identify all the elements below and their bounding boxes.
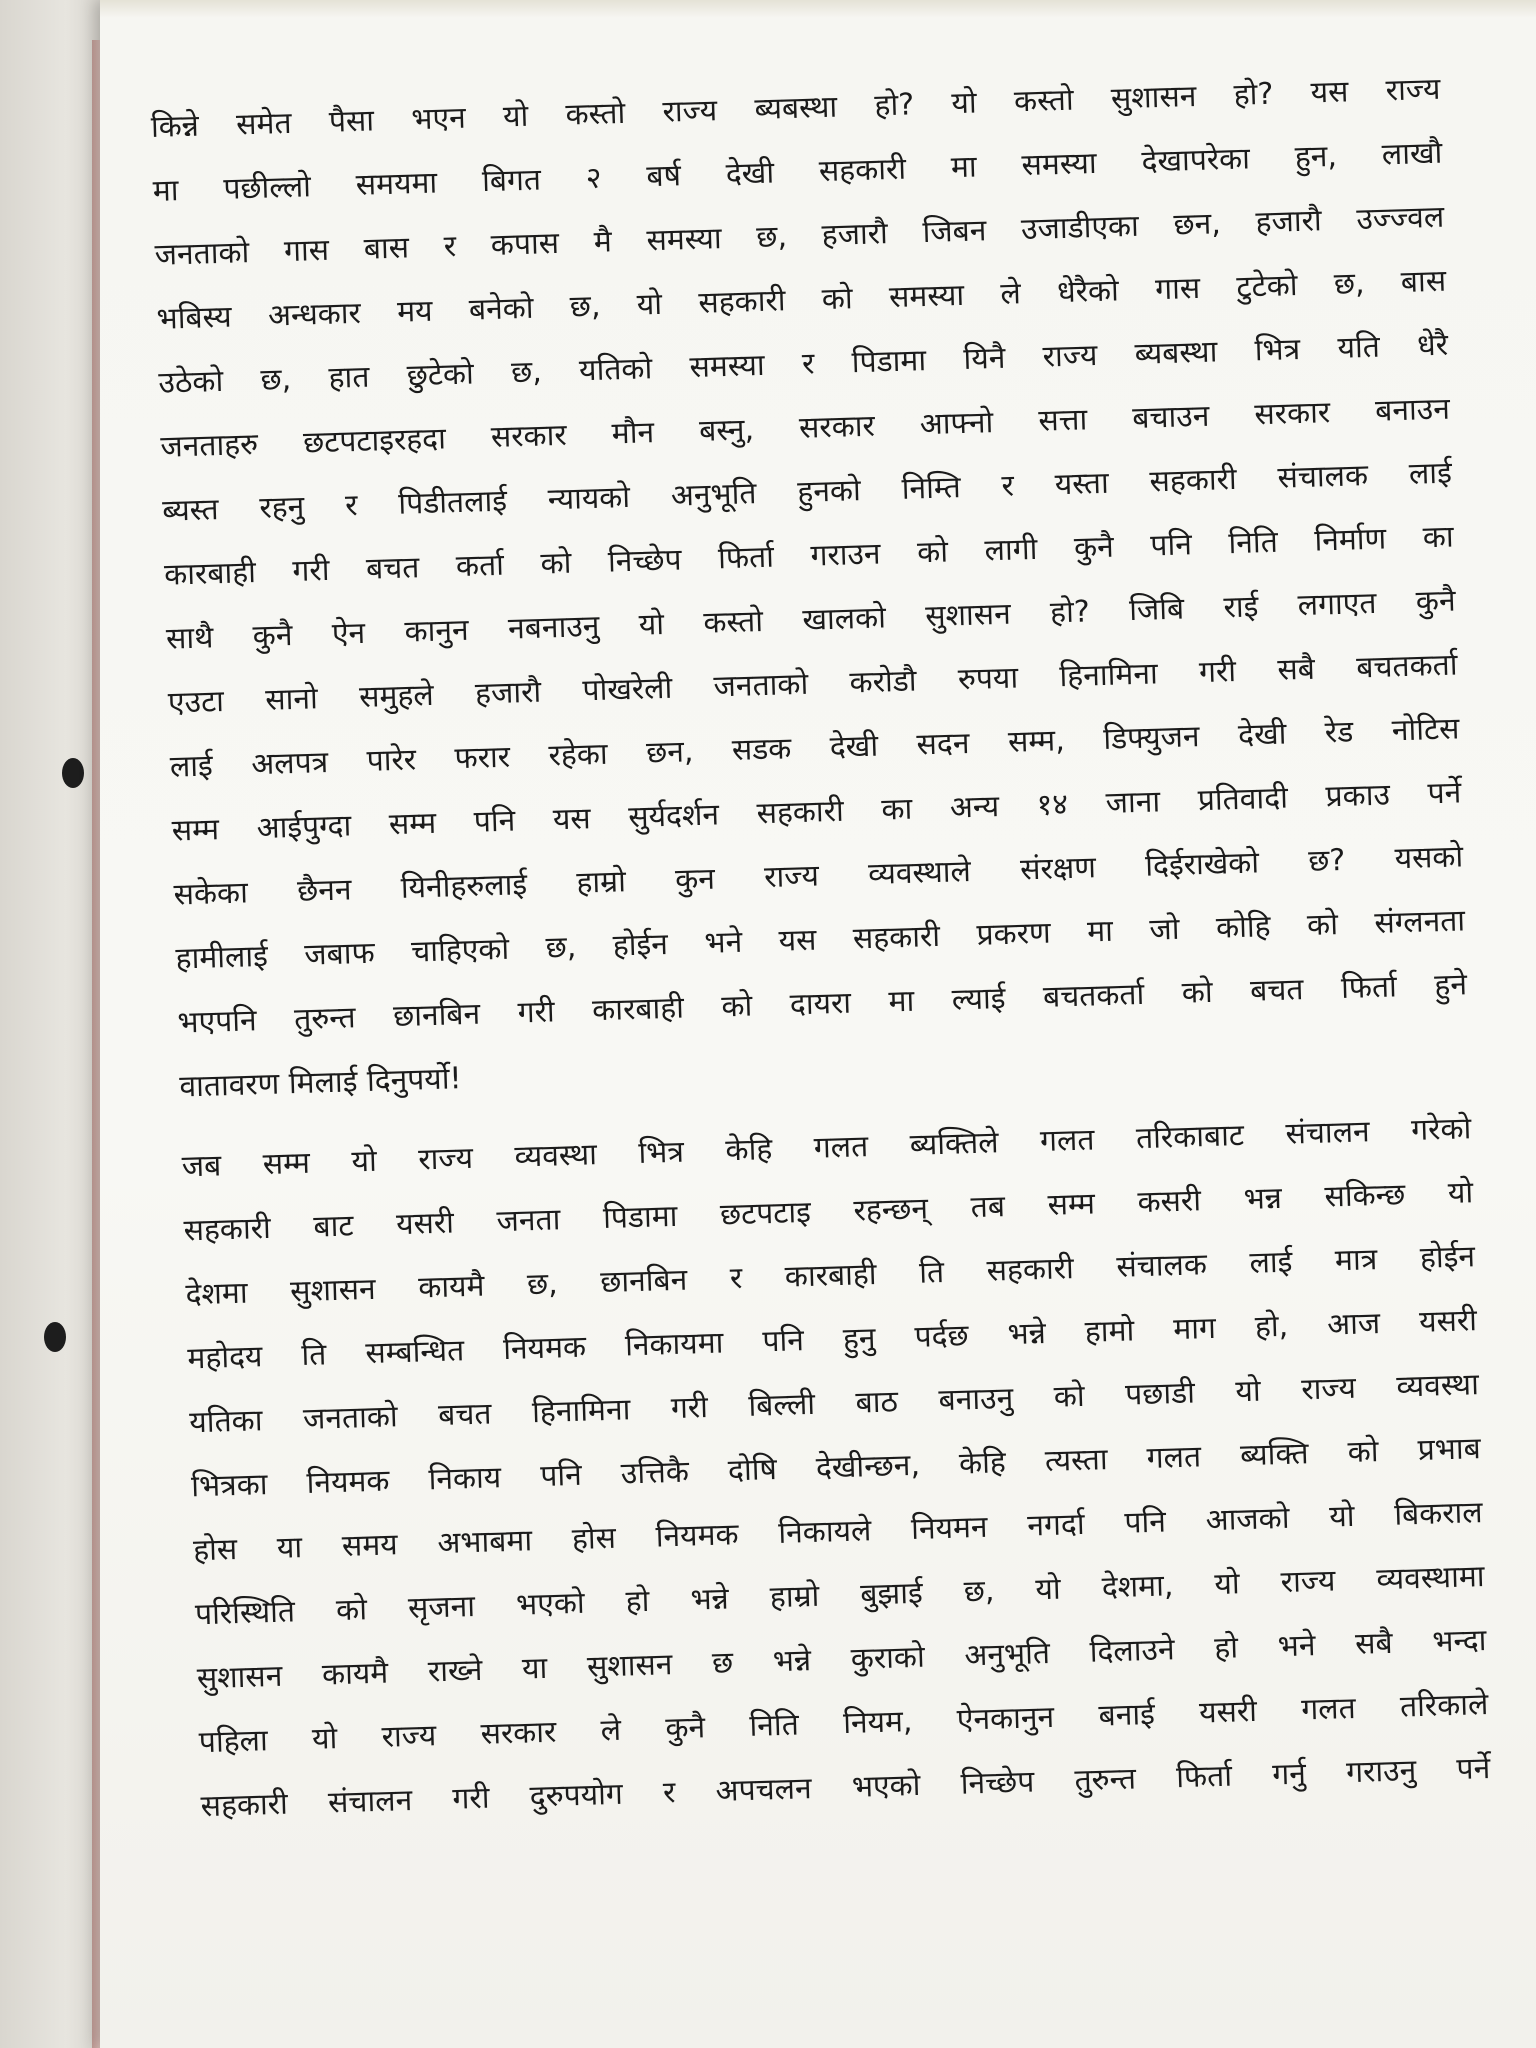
text-line: सहकारी बाट यसरी जनता पिडामा छटपटाइ रहन्छन् तब सम्म कसरी भन्न सकिन्छ यो	[183, 1175, 1474, 1249]
text-line: जनताहरु छटपटाइरहदा सरकार मौन बस्नु, सरकार आफ्नो सत्ता बचाउन सरकार बनाउन	[159, 391, 1451, 465]
text-line: जब सम्म यो राज्य व्यवस्था भित्र केहि गलत ब्यक्तिले गलत तरिकाबाट संचालन गरेको	[181, 1111, 1472, 1185]
text-line: साथै कुनै ऐन कानुन नबनाउनु यो कस्तो खालको सुशासन हो? जिबि राई लगाएत कुनै	[165, 583, 1457, 657]
text-line: देशमा सुशासन कायमै छ, छानबिन र कारबाही ति सहकारी संचालक लाई मात्र होईन	[185, 1239, 1476, 1313]
text-line: वातावरण मिलाई दिनुपर्यो!	[178, 1061, 462, 1105]
text-line: उठेको छ, हात छुटेको छ, यतिको समस्या र पिडामा यिनै राज्य ब्यबस्था भित्र यति धेरै	[158, 327, 1449, 401]
text-line: भबिस्य अन्धकार मय बनेको छ, यो सहकारी को समस्या ले धेरैको गास टुटेको छ, बास	[156, 263, 1447, 337]
text-line: सम्म आईपुग्दा सम्म पनि यस सुर्यदर्शन सहकारी का अन्य १४ जाना प्रतिवादी प्रकाउ पर्ने	[171, 775, 1462, 849]
binding-hole	[62, 758, 84, 788]
text-line: हामीलाई जबाफ चाहिएको छ, होईन भने यस सहकारी प्रकरण मा जो कोहि को संग्लनता	[175, 903, 1466, 977]
text-line: सहकारी संचालन गरी दुरुपयोग र अपचलन भएको निच्छेप तुरुन्त फिर्ता गर्नु गराउनु पर्ने	[200, 1750, 1491, 1825]
text-line: कारबाही गरी बचत कर्ता को निच्छेप फिर्ता गराउन को लागी कुनै पनि निति निर्माण का	[163, 519, 1455, 593]
text-line: परिस्थिति को सृजना भएको हो भन्ने हाम्रो बुझाई छ, यो देशमा, यो राज्य व्यवस्थामा	[194, 1559, 1486, 1633]
text-line: भएपनि तुरुन्त छानबिन गरी कारबाही को दायरा मा ल्याई बचतकर्ता को बचत फिर्ता हुने	[176, 967, 1468, 1041]
text-line: होस या समय अभाबमा होस नियमक निकायले नियमन नगर्दा पनि आजको यो बिकराल	[192, 1495, 1484, 1569]
page-edge	[92, 40, 100, 2048]
binding-hole	[44, 1322, 66, 1352]
text-line: सुशासन कायमै राख्ने या सुशासन छ भन्ने कुराको अनुभूति दिलाउने हो भने सबै भन्दा	[196, 1623, 1487, 1697]
text-line: भित्रका नियमक निकाय पनि उत्तिकै दोषि देखीन्छन, केहि त्यस्ता गलत ब्यक्ति को प्रभाब	[190, 1431, 1482, 1505]
text-line: एउटा सानो समुहले हजारौ पोखरेली जनताको करोडौ रुपया हिनामिना गरी सबै बचतकर्ता	[167, 647, 1458, 721]
text-line: महोदय ति सम्बन्धित नियमक निकायमा पनि हुनु पर्दछ भन्ने हामो माग हो, आज यसरी	[186, 1303, 1478, 1377]
text-line: किन्ने समेत पैसा भएन यो कस्तो राज्य ब्यबस्था हो? यो कस्तो सुशासन हो? यस राज्य	[150, 71, 1441, 145]
text-line: जनताको गास बास र कपास मै समस्या छ, हजारौ जिबन उजाडीएका छन, हजारौ उज्ज्वल	[154, 199, 1445, 273]
text-line: मा पछील्लो समयमा बिगत २ बर्ष देखी सहकारी मा समस्या देखापरेका हुन, लाखौ	[152, 135, 1443, 209]
text-line: लाई अलपत्र पारेर फरार रहेका छन, सडक देखी सदन सम्म, डिफ्युजन देखी रेड नोटिस	[169, 711, 1460, 785]
paragraph-2	[181, 1097, 1491, 1839]
text-line: सकेका छैनन यिनीहरुलाई हाम्रो कुन राज्य व्यवस्थाले संरक्षण दिईराखेको छ? यसको	[173, 839, 1464, 913]
page-top-edge	[100, 0, 1536, 18]
text-line: पहिला यो राज्य सरकार ले कुनै निति नियम, ऐनकानुन बनाई यसरी गलत तरिकाले	[198, 1687, 1489, 1761]
text-line: ब्यस्त रहनु र पिडीतलाई न्यायको अनुभूति हुनको निम्ति र यस्ता सहकारी संचालक लाई	[161, 455, 1453, 529]
text-line: यतिका जनताको बचत हिनामिना गरी बिल्ली बाठ बनाउनु को पछाडी यो राज्य व्यवस्था	[188, 1367, 1480, 1441]
paragraph-1	[150, 58, 1470, 1120]
document-body	[150, 58, 1491, 1840]
